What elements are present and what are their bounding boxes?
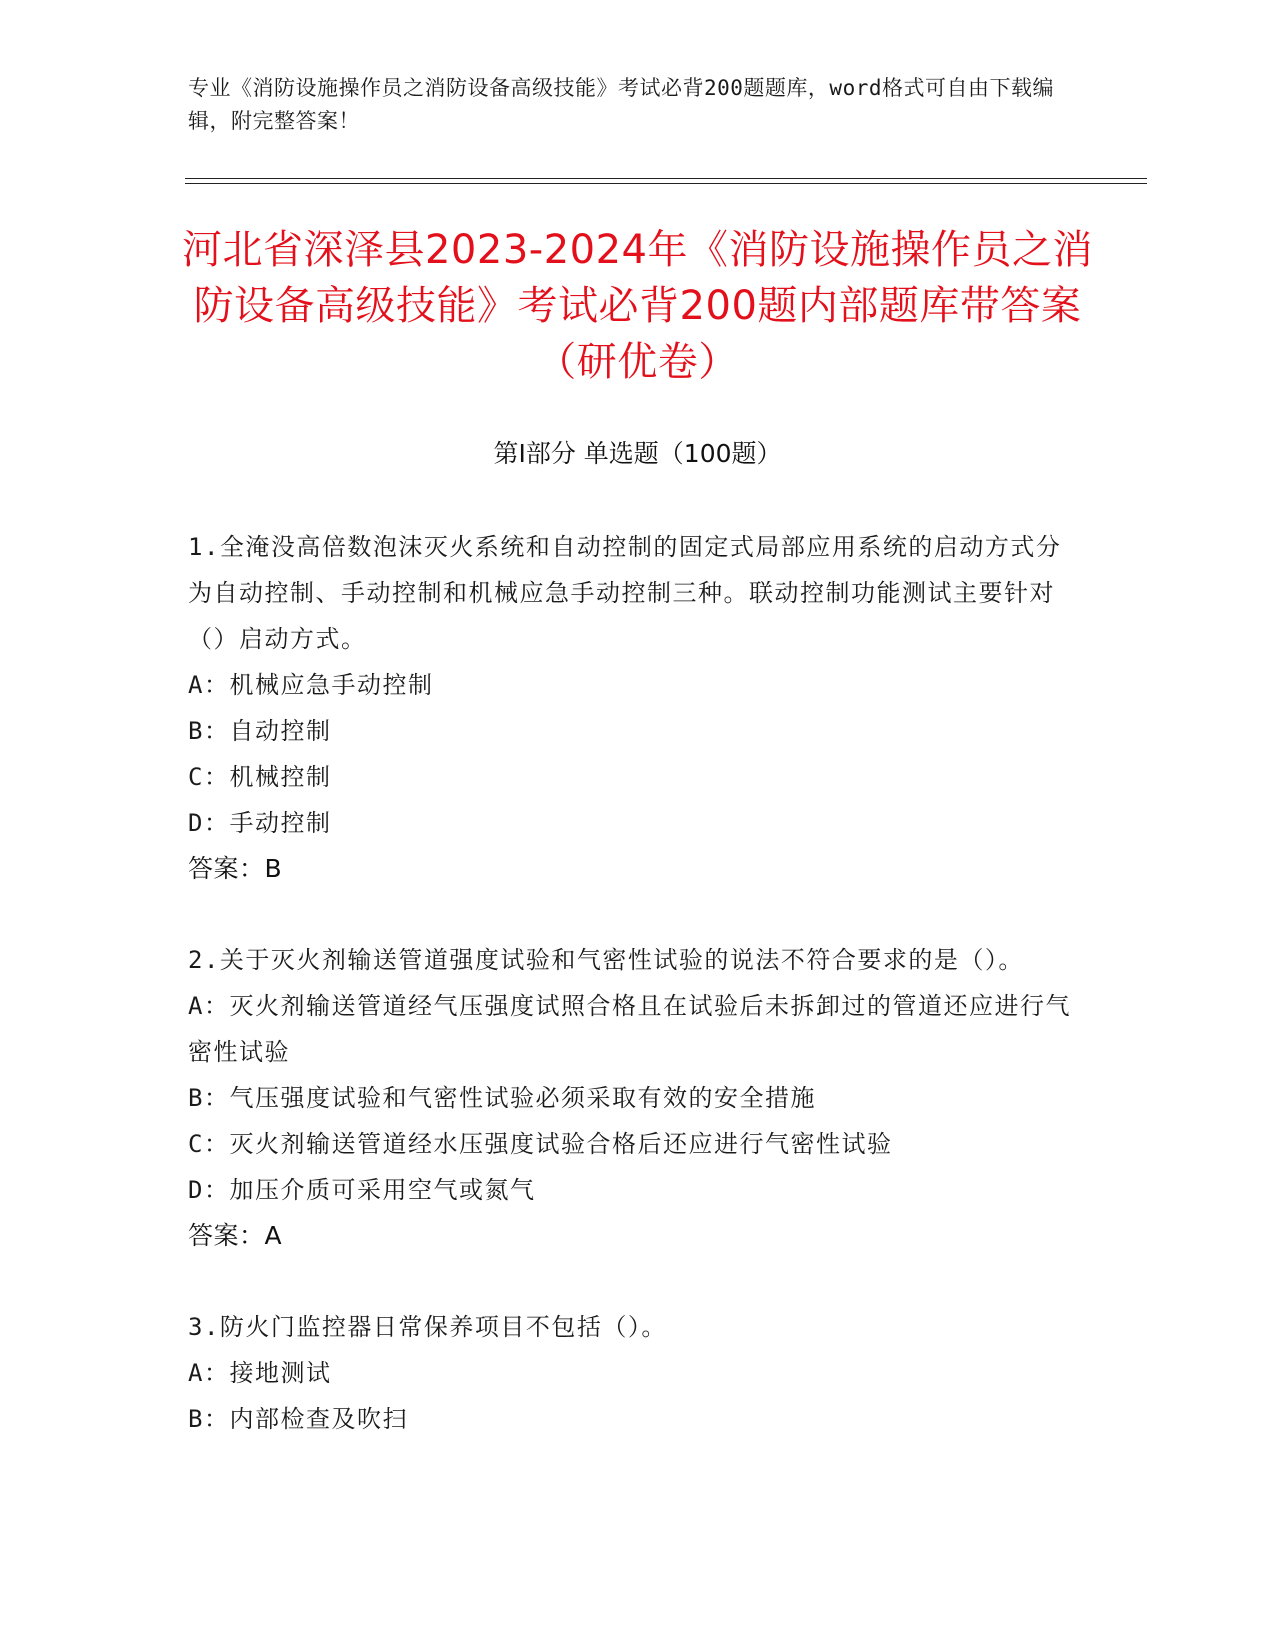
question-stem: 3.防火门监控器日常保养项目不包括（）。 (188, 1313, 667, 1341)
option-d: D：加压介质可采用空气或氮气 (188, 1176, 536, 1204)
section-heading: 第Ⅰ部分 单选题（100题） (493, 439, 782, 468)
option-b: B：内部检查及吹扫 (188, 1405, 408, 1433)
option-a: A：接地测试 (188, 1359, 332, 1387)
header-divider-bottom (185, 183, 1147, 184)
option-b: B：自动控制 (188, 717, 332, 745)
header-note: 专业《消防设施操作员之消防设备高级技能》考试必背200题题库，word格式可自由下载编辑，附完整答案！ (188, 76, 1054, 133)
question-stem: 2.关于灭火剂输送管道强度试验和气密性试验的说法不符合要求的是（）。 (188, 946, 1024, 974)
answer-line: 答案：A (188, 1221, 283, 1250)
question-list (188, 524, 1078, 1487)
question-item (188, 1304, 1078, 1442)
document-title: 河北省深泽县2023-2024年《消防设施操作员之消防设备高级技能》考试必背200题内部题库带答案（研优卷） (181, 227, 1094, 385)
header-divider-top (185, 178, 1147, 179)
option-a: A：机械应急手动控制 (188, 671, 434, 699)
option-a: A：灭火剂输送管道经气压强度试照合格且在试验后未拆卸过的管道还应进行气密性试验 (188, 992, 1071, 1066)
question-item (188, 937, 1078, 1259)
question-item (188, 524, 1078, 892)
option-c: C：灭火剂输送管道经水压强度试验合格后还应进行气密性试验 (188, 1130, 893, 1158)
question-stem: 1.全淹没高倍数泡沫灭火系统和自动控制的固定式局部应用系统的启动方式分为自动控制、手动控制和机械应急手动控制三种。联动控制功能测试主要针对（）启动方式。 (188, 533, 1062, 653)
option-c: C：机械控制 (188, 763, 332, 791)
option-d: D：手动控制 (188, 809, 332, 837)
answer-line: 答案：B (188, 854, 283, 883)
option-b: B：气压强度试验和气密性试验必须采取有效的安全措施 (188, 1084, 816, 1112)
